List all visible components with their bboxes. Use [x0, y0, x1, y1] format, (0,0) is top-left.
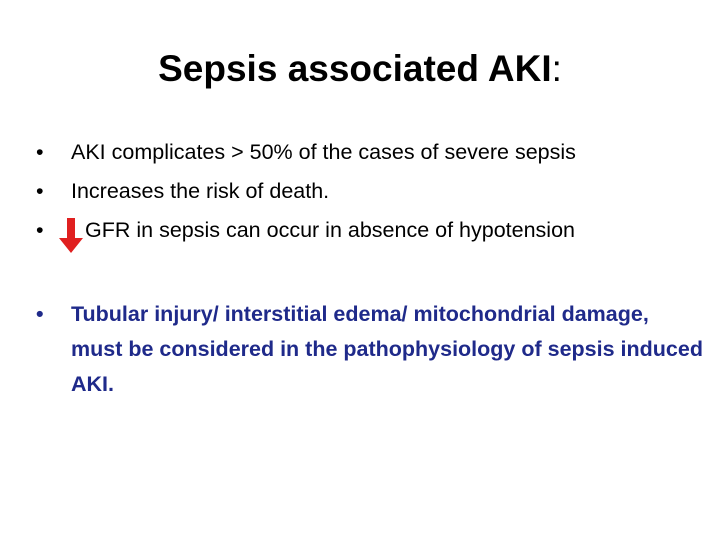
- bullet-dot: •: [36, 140, 44, 164]
- bullet-text: Increases the risk of death.: [71, 179, 330, 203]
- highlight-bullet-item: [36, 297, 706, 402]
- bullet-text: GFR in sepsis can occur in absence of hypotension: [85, 218, 575, 242]
- bullet-dot: •: [36, 302, 44, 326]
- bullet-item: [36, 172, 706, 211]
- bullet-dot: •: [36, 179, 44, 203]
- highlight-bullet-list: [36, 297, 706, 402]
- bullet-text: AKI complicates > 50% of the cases of severe sepsis: [71, 140, 576, 164]
- highlight-bullet-text: Tubular injury/ interstitial edema/ mitochondrial damage, must be considered in the pathophysiology of sepsis induced AKI.: [71, 302, 703, 396]
- slide-title: [0, 44, 720, 94]
- title-colon: :: [551, 48, 562, 89]
- bullet-item: [36, 211, 706, 250]
- bullet-list: [36, 133, 706, 250]
- bullet-item: [36, 133, 706, 172]
- title-text: Sepsis associated AKI: [158, 48, 552, 89]
- down-arrow-icon: [58, 218, 84, 254]
- bullet-dot: •: [36, 218, 44, 242]
